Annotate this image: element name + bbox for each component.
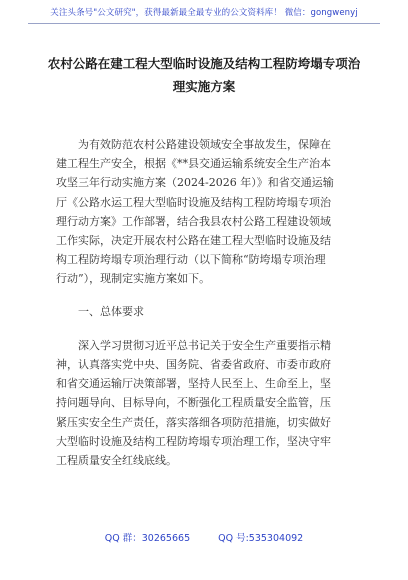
header-banner: 关注头条号"公文研究"，获得最新最全最专业的公文资料库！ 微信：gongwenyj [50,8,358,18]
paragraph-line: 工程质量安全红线底线。 [56,454,177,468]
intro-paragraph [56,135,356,289]
paragraph-line: 神，认真落实党中央、国务院、省委省政府、市委市政府 [56,358,331,372]
paragraph-line: 理行动方案》工作部署，结合我县农村公路工程建设领域 [56,214,331,228]
paragraph-line: 厅《公路水运工程大型临时设施及结构工程防垮塌专项治 [56,195,331,209]
paragraph-line: 建工程生产安全，根据《**县交通运输系统安全生产治本 [56,157,331,171]
page-footer [0,530,408,544]
title-line: 农村公路在建工程大型临时设施及结构工程防垮塌专项治 [47,56,361,71]
document-title [40,52,368,98]
header-divider [28,23,380,24]
qq-group-text: QQ 群：30265665 [104,533,191,544]
section-paragraph [56,336,356,470]
page-header [0,0,408,28]
paragraph-line: 工作实际，决定开展农村公路在建工程大型临时设施及结 [56,234,331,248]
paragraph-line: 持问题导向、目标导向，不断强化工程质量安全监管，压 [56,396,331,410]
title-line: 理实施方案 [172,79,236,94]
paragraph-line: 和省交通运输厅决策部署，坚持人民至上、生命至上，坚 [56,377,331,391]
qq-number-text: QQ 号:535304092 [218,533,304,544]
paragraph-line: 大型临时设施及结构工程防垮塌专项治理工作，坚决守牢 [56,434,331,448]
section-heading: 一、总体要求 [78,304,144,318]
paragraph-line: 深入学习贯彻习近平总书记关于安全生产重要指示精 [78,338,331,352]
paragraph-line: 为有效防范农村公路建设领域安全事故发生，保障在 [78,138,331,151]
paragraph-line: 紧压实安全生产责任，落实落细各项防范措施，切实做好 [56,415,331,429]
paragraph-line: 构工程防垮塌专项治理行动（以下简称“防垮塌专项治理 [56,253,326,267]
paragraph-line: 行动”），现制定实施方案如下。 [56,272,211,286]
paragraph-line: 攻坚三年行动实施方案（2024-2026 年）》和省交通运输 [56,176,334,190]
document-body [56,135,356,470]
